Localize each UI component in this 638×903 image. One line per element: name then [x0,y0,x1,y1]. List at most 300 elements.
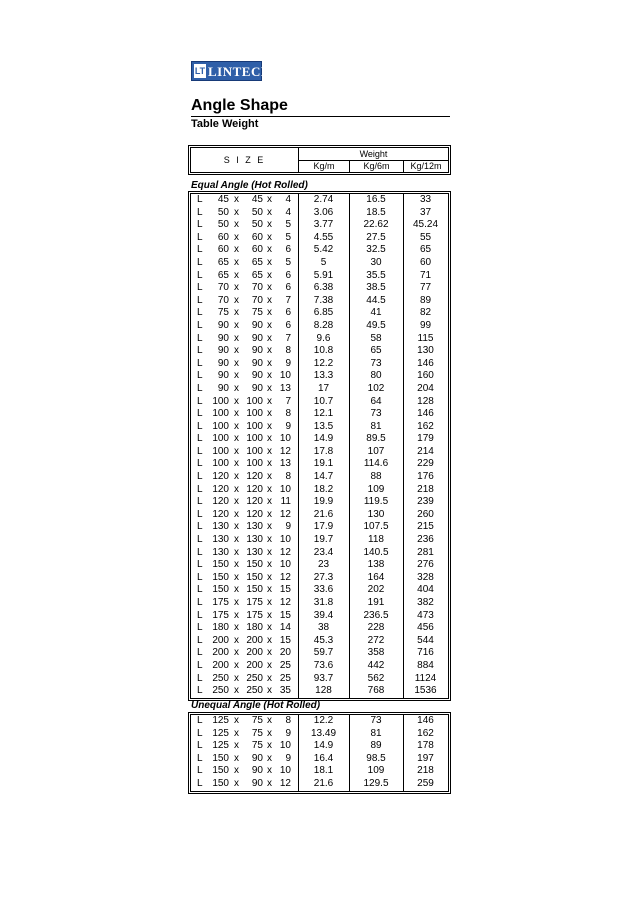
weight-kg-per-12m-cell: 382 [417,597,434,608]
weight-kg-per-6m-cell: 107.5 [363,521,389,533]
times-sign-cell: x [234,740,239,752]
weight-kg-per-6m-cell: 44.5 [366,294,386,306]
thickness-cell: 10 [279,765,291,777]
weight-kg-per-6m-cell: 49.5 [366,319,386,331]
weight-kg-per-12m-cell: 328 [417,571,434,583]
times-sign-cell: x [234,672,239,684]
leg-b-cell: 100 [246,408,263,420]
weight-kg-per-m-cell: 39.4 [313,609,334,621]
unit-header-kg6m: Kg/6m [350,161,404,172]
leg-a-cell: 175 [212,597,229,608]
leg-a-cell: 50 [217,206,229,218]
weight-kg-per-m-cell: 45.3 [313,634,334,646]
times-sign-cell: x [267,282,272,294]
weight-kg-per-6m-cell: 129.5 [363,777,389,789]
shape-code-cell: L [197,408,203,420]
times-sign-cell: x [267,382,272,394]
times-sign-cell: x [267,659,272,671]
unequal-angle-rows [191,715,448,791]
shape-code-cell: L [197,332,203,344]
weight-kg-per-12m-cell: 55 [419,231,432,243]
table-row [191,383,448,396]
shape-code-cell: L [197,546,203,558]
table-row [191,421,448,434]
thickness-cell: 10 [279,483,291,495]
table-row [191,496,448,509]
weight-header: Weight [299,148,448,161]
weight-kg-per-m-cell: 12.2 [313,357,334,369]
leg-b-cell: 90 [251,752,263,764]
leg-a-cell: 120 [212,471,229,483]
weight-kg-per-6m-cell: 119.5 [363,496,389,508]
shape-code-cell: L [197,777,203,789]
times-sign-cell: x [234,471,239,483]
shape-code-cell: L [197,357,203,369]
times-sign-cell: x [234,357,239,369]
table-row [191,765,448,778]
times-sign-cell: x [267,496,272,508]
leg-b-cell: 120 [246,483,263,495]
shape-code-cell: L [197,282,203,294]
weight-kg-per-m-cell: 5.91 [313,269,334,281]
leg-b-cell: 180 [246,622,263,634]
times-sign-cell: x [234,370,239,382]
table-row [191,408,448,421]
weight-kg-per-12m-cell: 89 [419,294,432,306]
shape-code-cell: L [197,206,203,218]
shape-code-cell: L [197,319,203,331]
leg-b-cell: 90 [251,319,263,331]
thickness-cell: 9 [285,752,291,764]
times-sign-cell: x [234,194,239,205]
thickness-cell: 9 [285,357,291,369]
table-row [191,471,448,484]
weight-kg-per-m-cell: 16.4 [313,752,334,764]
leg-a-cell: 100 [212,458,229,470]
leg-b-cell: 75 [251,740,263,752]
weight-kg-per-m-cell: 18.1 [313,765,334,777]
times-sign-cell: x [267,521,272,533]
weight-kg-per-6m-cell: 22.62 [363,219,389,231]
weight-kg-per-m-cell: 10.8 [313,345,334,357]
times-sign-cell: x [267,206,272,218]
times-sign-cell: x [267,622,272,634]
leg-b-cell: 65 [251,269,263,281]
weight-kg-per-12m-cell: 239 [417,496,434,508]
leg-b-cell: 175 [246,597,263,608]
weight-kg-per-m-cell: 23 [317,559,330,571]
leg-b-cell: 120 [246,471,263,483]
thickness-cell: 8 [285,471,291,483]
shape-code-cell: L [197,256,203,268]
leg-b-cell: 90 [251,345,263,357]
leg-a-cell: 250 [212,685,229,697]
weight-kg-per-6m-cell: 164 [367,571,385,583]
thickness-cell: 12 [279,445,291,457]
leg-b-cell: 130 [246,521,263,533]
leg-a-cell: 130 [212,521,229,533]
thickness-cell: 13 [279,382,291,394]
times-sign-cell: x [267,332,272,344]
table-row [191,307,448,320]
table-row [191,396,448,409]
leg-b-cell: 90 [251,765,263,777]
thickness-cell: 4 [285,206,291,218]
leg-b-cell: 130 [246,534,263,546]
thickness-cell: 25 [279,672,291,684]
weight-kg-per-m-cell: 3.77 [313,219,334,231]
weight-kg-per-12m-cell: 45.24 [412,219,439,231]
times-sign-cell: x [234,765,239,777]
leg-a-cell: 50 [217,219,229,231]
weight-kg-per-12m-cell: 130 [417,345,434,357]
leg-a-cell: 150 [212,777,229,789]
times-sign-cell: x [234,483,239,495]
leg-a-cell: 70 [217,294,229,306]
times-sign-cell: x [234,727,239,739]
weight-kg-per-m-cell: 31.8 [313,597,334,608]
leg-b-cell: 90 [251,357,263,369]
leg-a-cell: 120 [212,483,229,495]
table-row [191,740,448,753]
shape-code-cell: L [197,685,203,697]
leg-a-cell: 100 [212,408,229,420]
weight-kg-per-m-cell: 14.7 [313,471,334,483]
leg-b-cell: 70 [251,294,263,306]
leg-a-cell: 45 [217,194,229,205]
logo-mark: LT [194,66,206,76]
weight-kg-per-12m-cell: 71 [419,269,432,281]
leg-b-cell: 75 [251,727,263,739]
times-sign-cell: x [234,647,239,659]
weight-kg-per-12m-cell: 473 [417,609,434,621]
weight-kg-per-12m-cell: 146 [417,715,434,726]
shape-code-cell: L [197,672,203,684]
weight-kg-per-m-cell: 13.3 [313,370,334,382]
page-subtitle: Table Weight [191,118,259,130]
weight-kg-per-12m-cell: 215 [417,521,434,533]
weight-kg-per-6m-cell: 114.6 [363,458,389,470]
weight-kg-per-12m-cell: 162 [417,420,434,432]
weight-kg-per-m-cell: 4.55 [313,231,334,243]
table-row [191,270,448,283]
table-row [191,635,448,648]
weight-kg-per-12m-cell: 259 [417,777,434,789]
times-sign-cell: x [234,609,239,621]
shape-code-cell: L [197,508,203,520]
table-row [191,257,448,270]
times-sign-cell: x [234,508,239,520]
weight-kg-per-6m-cell: 107 [367,445,385,457]
times-sign-cell: x [234,546,239,558]
times-sign-cell: x [267,765,272,777]
weight-kg-per-12m-cell: 82 [419,307,432,319]
weight-kg-per-m-cell: 14.9 [313,433,334,445]
weight-kg-per-m-cell: 12.1 [313,408,334,420]
weight-kg-per-6m-cell: 73 [370,715,382,726]
leg-b-cell: 250 [246,685,263,697]
table-row [191,685,448,698]
times-sign-cell: x [267,408,272,420]
weight-kg-per-12m-cell: 146 [417,408,434,420]
leg-a-cell: 150 [212,752,229,764]
table-row [191,458,448,471]
leg-a-cell: 60 [217,244,229,256]
leg-b-cell: 75 [251,307,263,319]
weight-kg-per-12m-cell: 1124 [414,672,437,684]
shape-code-cell: L [197,483,203,495]
times-sign-cell: x [234,307,239,319]
leg-b-cell: 120 [246,508,263,520]
shape-code-cell: L [197,622,203,634]
weight-kg-per-m-cell: 19.9 [313,496,334,508]
times-sign-cell: x [234,345,239,357]
leg-b-cell: 50 [251,219,263,231]
times-sign-cell: x [267,433,272,445]
weight-kg-per-m-cell: 10.7 [313,395,334,407]
weight-kg-per-6m-cell: 358 [367,647,385,659]
table-row [191,778,448,791]
leg-b-cell: 200 [246,659,263,671]
thickness-cell: 12 [279,508,291,520]
times-sign-cell: x [234,534,239,546]
times-sign-cell: x [267,672,272,684]
weight-kg-per-12m-cell: 281 [417,546,434,558]
leg-b-cell: 90 [251,332,263,344]
weight-kg-per-12m-cell: 218 [417,483,434,495]
leg-a-cell: 200 [212,659,229,671]
leg-a-cell: 130 [212,534,229,546]
shape-code-cell: L [197,445,203,457]
leg-a-cell: 60 [217,231,229,243]
shape-code-cell: L [197,269,203,281]
times-sign-cell: x [234,445,239,457]
times-sign-cell: x [234,219,239,231]
shape-code-cell: L [197,458,203,470]
weight-kg-per-m-cell: 17 [317,382,330,394]
thickness-cell: 15 [279,609,291,621]
table-row [191,584,448,597]
thickness-cell: 5 [285,219,291,231]
leg-a-cell: 150 [212,765,229,777]
equal-angle-table [188,191,451,701]
unequal-angle-table [188,712,451,794]
shape-code-cell: L [197,571,203,583]
table-row [191,295,448,308]
weight-kg-per-6m-cell: 32.5 [366,244,386,256]
times-sign-cell: x [267,647,272,659]
shape-code-cell: L [197,521,203,533]
weight-kg-per-6m-cell: 73 [370,357,382,369]
thickness-cell: 20 [279,647,291,659]
weight-kg-per-6m-cell: 202 [367,584,385,596]
weight-kg-per-12m-cell: 1536 [414,685,437,697]
equal-angle-label: Equal Angle (Hot Rolled) [191,180,308,191]
times-sign-cell: x [267,357,272,369]
thickness-cell: 10 [279,433,291,445]
times-sign-cell: x [234,420,239,432]
logo-text: LINTECH [208,64,272,79]
shape-code-cell: L [197,345,203,357]
leg-b-cell: 90 [251,370,263,382]
thickness-cell: 5 [285,256,291,268]
weight-kg-per-m-cell: 12.2 [313,715,334,726]
shape-code-cell: L [197,765,203,777]
table-row [191,484,448,497]
leg-a-cell: 125 [212,727,229,739]
shape-code-cell: L [197,231,203,243]
weight-kg-per-m-cell: 33.6 [313,584,334,596]
table-row [191,446,448,459]
weight-kg-per-m-cell: 21.6 [313,777,334,789]
weight-kg-per-12m-cell: 404 [417,584,434,596]
weight-kg-per-6m-cell: 88 [370,471,382,483]
times-sign-cell: x [267,727,272,739]
page-title: Angle Shape [191,97,288,114]
table-row [191,358,448,371]
leg-a-cell: 100 [212,445,229,457]
weight-kg-per-6m-cell: 64 [370,395,382,407]
table-row [191,728,448,741]
leg-a-cell: 90 [217,345,229,357]
weight-kg-per-12m-cell: 99 [419,319,432,331]
weight-kg-per-12m-cell: 884 [417,659,434,671]
times-sign-cell: x [267,777,272,789]
leg-a-cell: 175 [212,609,229,621]
leg-a-cell: 250 [212,672,229,684]
weight-kg-per-6m-cell: 89 [370,740,382,752]
times-sign-cell: x [234,332,239,344]
thickness-cell: 10 [279,534,291,546]
weight-kg-per-m-cell: 13.49 [310,727,337,739]
times-sign-cell: x [267,752,272,764]
table-row [191,282,448,295]
times-sign-cell: x [234,269,239,281]
shape-code-cell: L [197,634,203,646]
times-sign-cell: x [234,622,239,634]
times-sign-cell: x [267,534,272,546]
times-sign-cell: x [267,395,272,407]
leg-a-cell: 100 [212,420,229,432]
times-sign-cell: x [234,685,239,697]
thickness-cell: 6 [285,319,291,331]
thickness-cell: 9 [285,420,291,432]
times-sign-cell: x [267,584,272,596]
leg-b-cell: 120 [246,496,263,508]
weight-kg-per-m-cell: 3.06 [313,206,334,218]
weight-kg-per-m-cell: 93.7 [313,672,334,684]
leg-a-cell: 90 [217,370,229,382]
times-sign-cell: x [267,508,272,520]
times-sign-cell: x [234,433,239,445]
leg-b-cell: 130 [246,546,263,558]
times-sign-cell: x [234,206,239,218]
weight-kg-per-6m-cell: 130 [367,508,385,520]
weight-kg-per-6m-cell: 228 [367,622,385,634]
shape-code-cell: L [197,307,203,319]
thickness-cell: 14 [279,622,291,634]
table-header [188,145,451,175]
times-sign-cell: x [234,559,239,571]
leg-b-cell: 150 [246,559,263,571]
unequal-angle-label: Unequal Angle (Hot Rolled) [191,700,321,711]
table-row [191,660,448,673]
leg-a-cell: 150 [212,571,229,583]
times-sign-cell: x [267,244,272,256]
times-sign-cell: x [267,546,272,558]
shape-code-cell: L [197,597,203,608]
thickness-cell: 35 [279,685,291,697]
weight-kg-per-6m-cell: 35.5 [366,269,386,281]
shape-code-cell: L [197,584,203,596]
table-row [191,673,448,686]
shape-code-cell: L [197,382,203,394]
weight-kg-per-6m-cell: 38.5 [366,282,386,294]
leg-a-cell: 130 [212,546,229,558]
weight-kg-per-12m-cell: 65 [419,244,432,256]
times-sign-cell: x [267,471,272,483]
shape-code-cell: L [197,609,203,621]
weight-kg-per-12m-cell: 60 [419,256,432,268]
title-divider [191,116,450,117]
weight-kg-per-12m-cell: 176 [417,471,434,483]
shape-code-cell: L [197,194,203,205]
weight-kg-per-m-cell: 23.4 [313,546,334,558]
times-sign-cell: x [267,715,272,726]
table-row [191,572,448,585]
leg-b-cell: 70 [251,282,263,294]
weight-kg-per-6m-cell: 109 [367,483,385,495]
weight-kg-per-6m-cell: 236.5 [363,609,389,621]
times-sign-cell: x [267,445,272,457]
thickness-cell: 12 [279,777,291,789]
table-row [191,333,448,346]
leg-b-cell: 250 [246,672,263,684]
times-sign-cell: x [267,420,272,432]
thickness-cell: 10 [279,559,291,571]
leg-a-cell: 200 [212,647,229,659]
leg-a-cell: 90 [217,332,229,344]
weight-kg-per-6m-cell: 89.5 [366,433,386,445]
weight-kg-per-m-cell: 8.28 [313,319,334,331]
weight-kg-per-12m-cell: 128 [417,395,434,407]
thickness-cell: 11 [280,496,291,508]
weight-kg-per-m-cell: 17.9 [313,521,334,533]
shape-code-cell: L [197,659,203,671]
shape-code-cell: L [197,395,203,407]
leg-b-cell: 175 [246,609,263,621]
leg-b-cell: 100 [246,458,263,470]
thickness-cell: 13 [279,458,291,470]
weight-kg-per-m-cell: 19.7 [313,534,334,546]
weight-kg-per-m-cell: 9.6 [316,332,331,344]
leg-a-cell: 120 [212,508,229,520]
weight-kg-per-12m-cell: 218 [417,765,434,777]
table-row [191,345,448,358]
times-sign-cell: x [234,408,239,420]
weight-kg-per-m-cell: 7.38 [313,294,334,306]
times-sign-cell: x [234,496,239,508]
table-row [191,207,448,220]
shape-code-cell: L [197,370,203,382]
leg-b-cell: 90 [251,777,263,789]
leg-a-cell: 90 [217,357,229,369]
weight-kg-per-12m-cell: 229 [417,458,434,470]
times-sign-cell: x [267,458,272,470]
times-sign-cell: x [267,609,272,621]
weight-kg-per-6m-cell: 768 [367,685,385,697]
times-sign-cell: x [267,685,272,697]
